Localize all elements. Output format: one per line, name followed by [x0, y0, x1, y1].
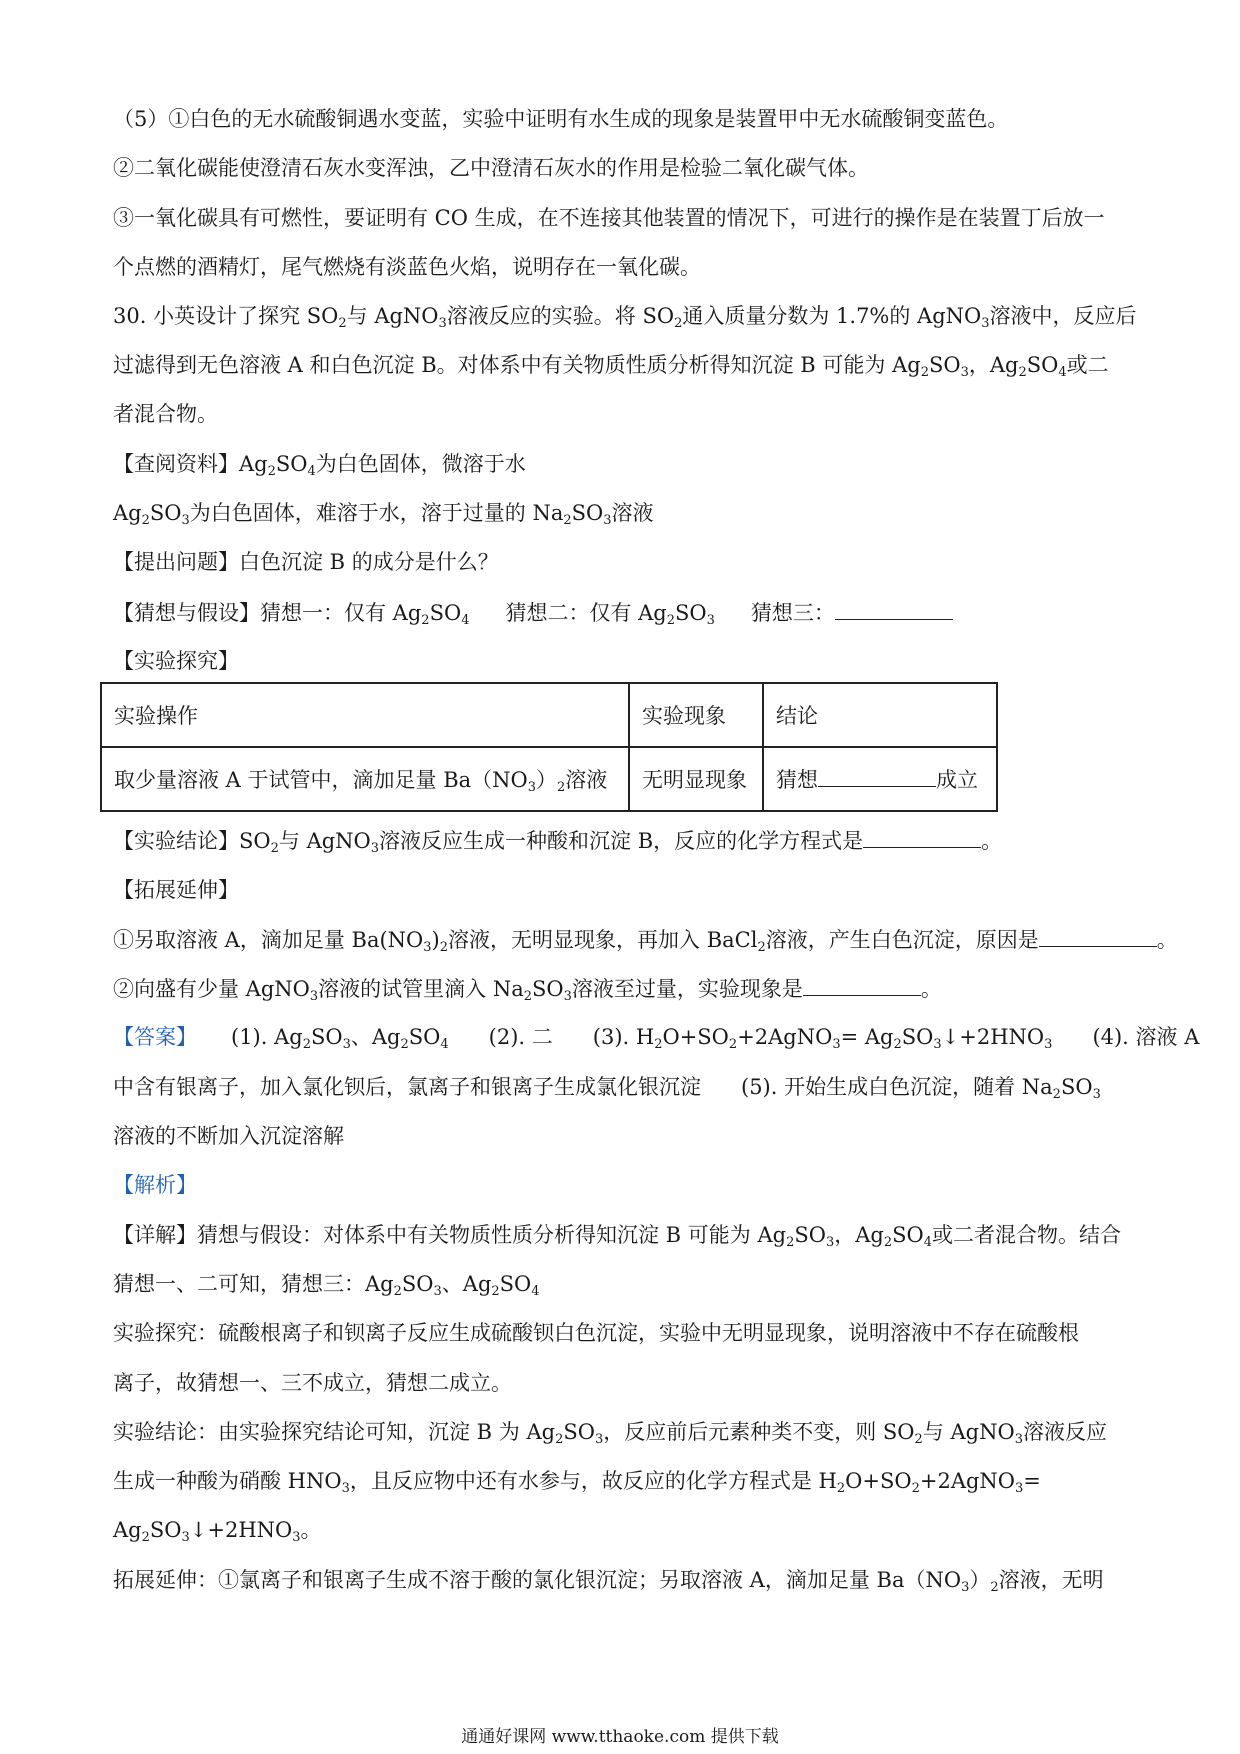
detail-line-3: 实验探究：硫酸根离子和钡离子反应生成硫酸钡白色沉淀，实验中无明显现象，说明溶液中不存在硫酸根 [113, 1321, 1079, 1345]
analysis-tag: 【解析】 [113, 1173, 197, 1197]
table-row [101, 747, 997, 811]
p5-line-1: （5）①白色的无水硫酸铜遇水变蓝，实验中证明有水生成的现象是装置甲中无水硫酸铜变蓝色。 [113, 107, 1009, 131]
conclusion-line: 【实验结论】$SO_2$与 AgNO$_3$溶液反应生成一种酸和沉淀 B，反应的化学方程式是 。 [113, 825, 1133, 856]
header-conclusion: 结论 [763, 683, 997, 747]
page-footer: 通通好课网 www.tthaoke.com 提供下载 [461, 1727, 779, 1747]
cell-conclusion: 猜想 成立 [763, 747, 997, 811]
cell-phenomenon: 无明显现象 [629, 747, 763, 811]
cell-operation: 取少量溶液 A 于试管中，滴加足量 $Ba(NO_3)_2$溶液 [101, 747, 629, 811]
p5-line-2: ②二氧化碳能使澄清石灰水变浑浊，乙中澄清石灰水的作用是检验二氧化碳气体。 [113, 156, 869, 180]
detail-line-6: 生成一种酸为硝酸 $HNO_3$，且反应物中还有水参与，故反应的化学方程式是 $H_2O+SO_2+2AgNO_3=$ [113, 1469, 1041, 1496]
q30-line-3: 者混合物。 [113, 402, 218, 426]
hypothesis-tag: 【猜想与假设】 [113, 601, 260, 625]
reason-blank [1039, 924, 1157, 947]
answer-line-3: 溶液的不断加入沉淀溶解 [113, 1124, 344, 1148]
answer-line-2: 中含有银离子，加入氯化钡后，氯离子和银离子生成氯化银沉淀 (5). 开始生成白色沉淀，随着 $Na_2SO_3$ [113, 1075, 1101, 1102]
header-phenomenon: 实验现象 [629, 683, 763, 747]
hypothesis-line: 【猜想与假设】猜想一：仅有 $Ag_2SO_4$ 猜想二：仅有 $Ag_2SO_3$ 猜想三： [113, 597, 1133, 628]
q30-line-1: 30. 小英设计了探究 $SO_2$与 AgNO$_3$溶液反应的实验。将 $SO_2$通入质量分数为 1.7%的 AgNO$_3$溶液中，反应后 [113, 304, 1137, 331]
detail-line-8: 拓展延伸：①氯离子和银离子生成不溶于酸的氯化银沉淀；另取溶液 A，滴加足量 $Ba(NO_3)_2$溶液，无明 [113, 1568, 1104, 1595]
lookup-line-2: $Ag_2SO_3$为白色固体，难溶于水，溶于过量的 $Na_2SO_3$溶液 [113, 501, 654, 528]
detail-line-1: 【详解】猜想与假设：对体系中有关物质性质分析得知沉淀 B 可能为 $Ag_2SO_3$，$Ag_2SO_4$或二者混合物。结合 [113, 1223, 1122, 1250]
answer-line-1: 【答案】 (1). $Ag_2SO_3$、$Ag_2SO_4$ (2). 二 (3). $H_2O+SO_2+2AgNO_3=$ $Ag_2SO_3↓+2HNO_3$ (4). 溶液 A [113, 1025, 1200, 1052]
conclusion-tag: 【实验结论】 [113, 829, 239, 853]
equation-blank [863, 825, 981, 848]
detail-line-5: 实验结论：由实验探究结论可知，沉淀 B 为 $Ag_2SO_3$，反应前后元素种类不变，则 $SO_2$与 AgNO$_3$溶液反应 [113, 1420, 1107, 1447]
extend-tag: 【拓展延伸】 [113, 878, 239, 902]
extend-line-2: ②向盛有少量 AgNO$_3$溶液的试管里滴入 $Na_2SO_3$溶液至过量，实验现象是 。 [113, 973, 1133, 1004]
experiment-table [100, 682, 998, 812]
conclusion-blank [818, 764, 936, 787]
extend-line-1: ①另取溶液 A，滴加足量 $Ba(NO_3)_2$溶液，无明显现象，再加入 BaCl$_2$溶液，产生白色沉淀，原因是 。 [113, 924, 1133, 955]
question-tag: 【提出问题】 [113, 550, 239, 574]
lookup-line-1: 【查阅资料】$Ag_2SO_4$为白色固体，微溶于水 [113, 452, 526, 479]
table-header-row [101, 683, 997, 747]
question-line: 【提出问题】白色沉淀 B 的成分是什么？ [113, 550, 499, 574]
detail-line-2: 猜想一、二可知，猜想三：$Ag_2SO_3$、$Ag_2SO_4$ [113, 1272, 540, 1299]
explore-tag: 【实验探究】 [113, 649, 239, 673]
header-operation: 实验操作 [101, 683, 629, 747]
detail-line-7: $Ag_2SO_3↓+2HNO_3$。 [113, 1518, 322, 1545]
lookup-tag: 【查阅资料】 [113, 452, 239, 476]
hypothesis-3-blank [835, 597, 953, 620]
p5-line-3: ③一氧化碳具有可燃性，要证明有 CO 生成，在不连接其他装置的情况下，可进行的操作是在装置丁后放一 [113, 206, 1105, 230]
answer-tag: 【答案】 [113, 1025, 197, 1049]
p5-line-4: 个点燃的酒精灯，尾气燃烧有淡蓝色火焰，说明存在一氧化碳。 [113, 255, 701, 279]
detail-line-4: 离子，故猜想一、三不成立，猜想二成立。 [113, 1371, 512, 1395]
detail-tag: 【详解】 [113, 1223, 197, 1247]
phenomenon-blank [803, 973, 921, 996]
q30-line-2: 过滤得到无色溶液 A 和白色沉淀 B。对体系中有关物质性质分析得知沉淀 B 可能为 $Ag_2SO_3$，$Ag_2SO_4$或二 [113, 353, 1109, 380]
